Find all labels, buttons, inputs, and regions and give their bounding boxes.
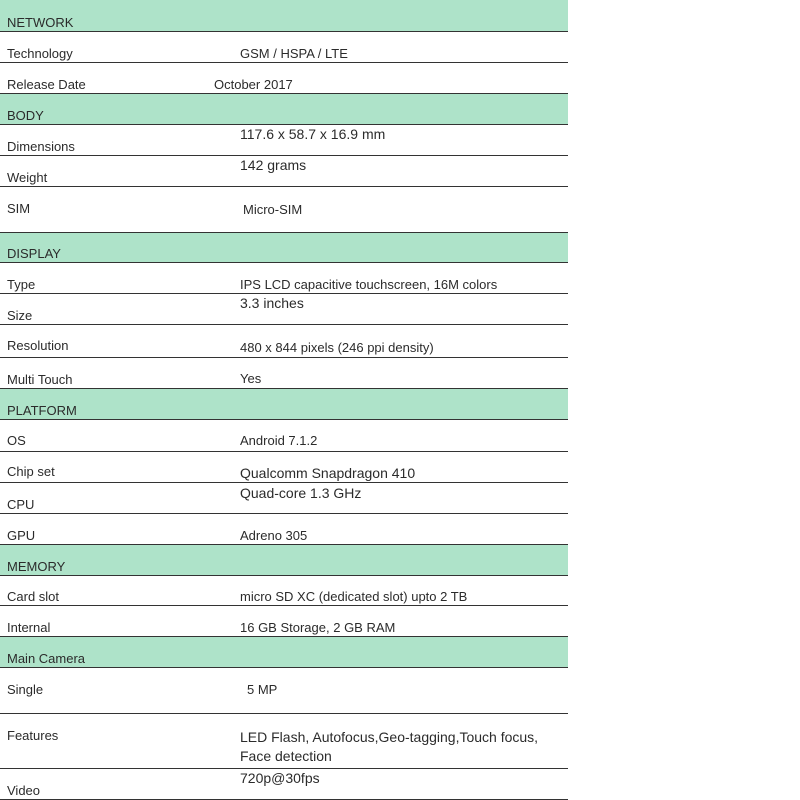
- spec-value: 720p@30fps: [240, 770, 320, 786]
- spec-row-technology: [0, 32, 568, 63]
- spec-value: Micro-SIM: [243, 202, 303, 217]
- section-header-body: [0, 94, 568, 125]
- section-header-main-camera: [0, 637, 568, 668]
- spec-value: 142 grams: [240, 157, 307, 173]
- section-title: BODY: [7, 108, 44, 123]
- spec-row-weight: [0, 156, 568, 187]
- spec-label: OS: [7, 433, 26, 448]
- spec-value: Android 7.1.2: [240, 433, 318, 448]
- section-header-platform: [0, 389, 568, 420]
- spec-label: Multi Touch: [7, 372, 73, 387]
- spec-row-type: [0, 263, 568, 294]
- spec-row-os: [0, 420, 568, 452]
- spec-value: 5 MP: [247, 682, 278, 697]
- spec-label: Type: [7, 277, 36, 292]
- spec-label: GPU: [7, 528, 36, 543]
- section-title: Main Camera: [7, 651, 86, 666]
- spec-row-cpu: [0, 483, 568, 514]
- spec-row-internal: [0, 606, 568, 637]
- spec-value: 3.3 inches: [240, 295, 304, 311]
- spec-label: Single: [7, 682, 44, 697]
- spec-value: October 2017: [214, 77, 293, 92]
- spec-row-dimensions: [0, 125, 568, 156]
- spec-row-gpu: [0, 514, 568, 545]
- spec-row-release-date: [0, 63, 568, 94]
- spec-value: 480 x 844 pixels (246 ppi density): [240, 340, 434, 355]
- spec-label: Chip set: [7, 464, 55, 479]
- section-title: PLATFORM: [7, 403, 77, 418]
- spec-value: 16 GB Storage, 2 GB RAM: [240, 620, 396, 635]
- spec-label: Technology: [7, 46, 73, 61]
- spec-label: Dimensions: [7, 139, 75, 154]
- spec-label: Weight: [7, 170, 48, 185]
- spec-label: Release Date: [7, 77, 86, 92]
- spec-row-features: [0, 714, 568, 769]
- spec-row-sim: [0, 187, 568, 233]
- section-header-network: [0, 0, 568, 32]
- spec-label: Internal: [7, 620, 51, 635]
- spec-label: Video: [7, 783, 41, 798]
- spec-label: SIM: [7, 201, 31, 216]
- section-title: DISPLAY: [7, 246, 61, 261]
- spec-value: GSM / HSPA / LTE: [240, 46, 348, 61]
- spec-value: Qualcomm Snapdragon 410: [240, 465, 416, 481]
- spec-row-chipset: [0, 452, 568, 483]
- section-header-display: [0, 233, 568, 263]
- spec-label: Resolution: [7, 338, 69, 353]
- section-header-memory: [0, 545, 568, 576]
- spec-label: CPU: [7, 497, 35, 512]
- section-title: NETWORK: [7, 15, 74, 30]
- spec-label: Card slot: [7, 589, 60, 604]
- spec-value: micro SD XC (dedicated slot) upto 2 TB: [240, 589, 468, 604]
- spec-row-multi-touch: [0, 358, 568, 389]
- spec-value: Adreno 305: [240, 528, 308, 543]
- spec-value: IPS LCD capacitive touchscreen, 16M colors: [240, 277, 498, 292]
- spec-value: LED Flash, Autofocus,Geo-tagging,Touch focus, Face detection: [240, 729, 539, 764]
- spec-value: Yes: [240, 371, 262, 386]
- spec-row-card-slot: [0, 576, 568, 606]
- spec-value: 117.6 x 58.7 x 16.9 mm: [240, 126, 386, 142]
- spec-row-size: [0, 294, 568, 325]
- spec-label: Size: [7, 308, 33, 323]
- spec-row-video: [0, 769, 568, 800]
- section-title: MEMORY: [7, 559, 66, 574]
- spec-row-resolution: [0, 325, 568, 358]
- spec-value: Quad-core 1.3 GHz: [240, 485, 362, 501]
- spec-label: Features: [7, 728, 59, 743]
- spec-row-single: [0, 668, 568, 714]
